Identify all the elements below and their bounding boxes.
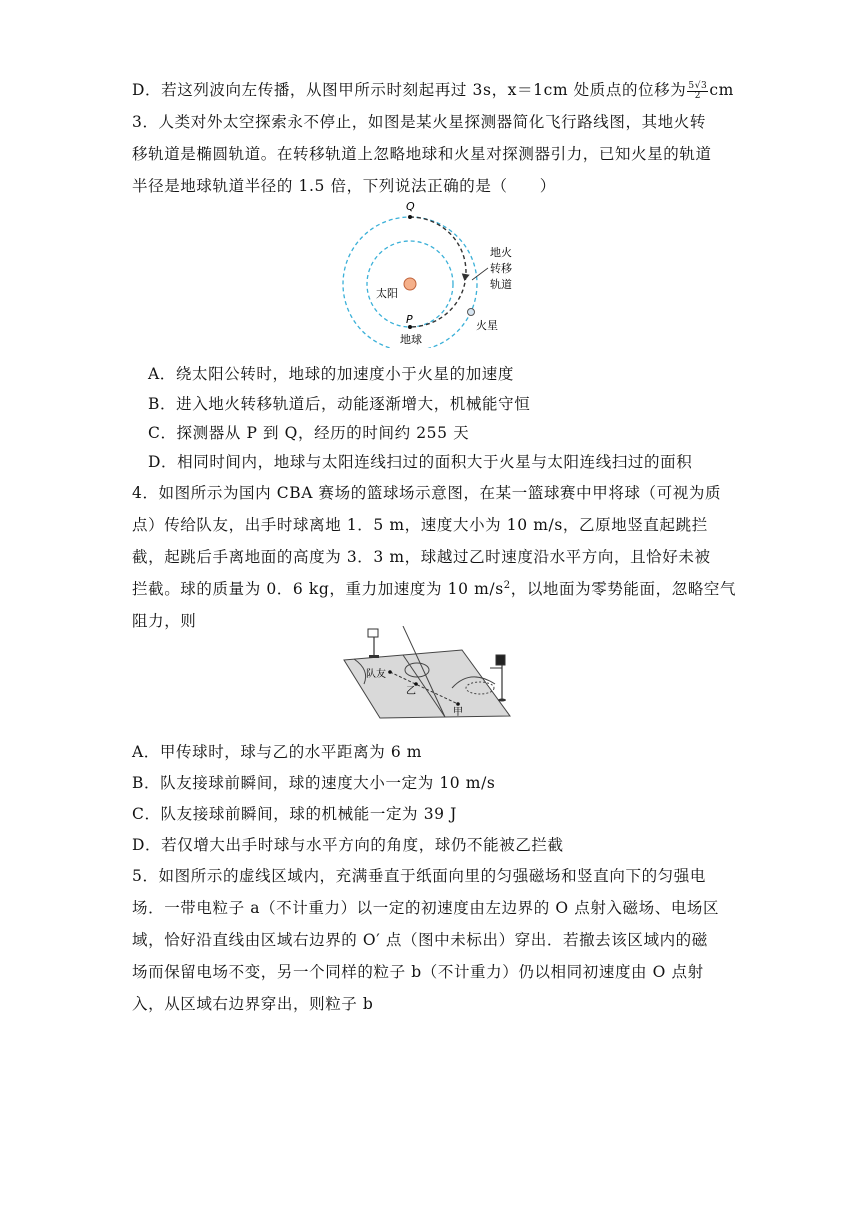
- point-q: [408, 215, 412, 219]
- label-teammate: 队友: [366, 669, 386, 680]
- q4-option-a: A．甲传球时，球与乙的水平距离为 6 m: [132, 743, 423, 761]
- q3-option-d: D．相同时间内，地球与太阳连线扫过的面积大于火星与太阳连线扫过的面积: [148, 453, 693, 471]
- q4-stem-line-4-a: 拦截。球的质量为 0．6 kg，重力加速度为 10 m/s: [132, 580, 504, 598]
- q4-stem-line-1: 4．如图所示为国内 CBA 赛场的篮球场示意图，在某一篮球赛中甲将球（可视为质: [132, 484, 722, 502]
- orbit-diagram: [340, 196, 530, 348]
- q5-stem-line-2: 场．一带电粒子 a（不计重力）以一定的初速度由左边界的 O 点射入磁场、电场区: [132, 899, 720, 917]
- q3-stem-line-2: 移轨道是椭圆轨道。在转移轨道上忽略地球和火星对探测器引力，已知火星的轨道: [132, 145, 712, 163]
- q2-option-d: [132, 80, 734, 101]
- label-orbit-1: 地火: [490, 246, 512, 259]
- label-p: P: [406, 313, 413, 326]
- q5-stem-line-1: 5．如图所示的虚线区域内，充满垂直于纸面向里的匀强磁场和竖直向下的匀强电: [132, 867, 706, 885]
- mars-icon: [468, 309, 475, 316]
- q4-stem-line-2: 点）传给队友，出手时球离地 1．5 m，速度大小为 10 m/s，乙原地竖直起跳拦: [132, 516, 708, 534]
- q2-option-d-text: D．若这列波向左传播，从图甲所示时刻起再过 3s，x＝1cm 处质点的位移为: [132, 81, 687, 99]
- label-orbit-3: 轨道: [490, 278, 512, 291]
- q3-option-a: A．绕太阳公转时，地球的加速度小于火星的加速度: [148, 365, 514, 383]
- q3-stem-line-1: 3．人类对外太空探索永不停止，如图是某火星探测器简化飞行路线图，其地火转: [132, 113, 706, 131]
- label-q: Q: [406, 200, 415, 213]
- q4-stem-line-3: 截，起跳后手离地面的高度为 3．3 m，球越过乙时速度沿水平方向，且恰好未被: [132, 548, 711, 566]
- q4-option-d: D．若仅增大出手时球与水平方向的角度，球仍不能被乙拦截: [132, 836, 564, 854]
- court-floor: [344, 650, 510, 718]
- label-earth: 地球: [400, 333, 422, 346]
- transfer-orbit: [410, 217, 466, 327]
- left-backboard-icon: [368, 629, 378, 637]
- label-yi: 乙: [406, 686, 416, 697]
- orbit-label-leader: [472, 268, 488, 280]
- right-hoop-base: [498, 699, 506, 702]
- q4-superscript: 2: [503, 579, 511, 591]
- fraction-numerator: 5√3: [688, 80, 708, 91]
- q5-stem-line-3: 域，恰好沿直线由区域右边界的 O′ 点（图中未标出）穿出．若撤去该区域内的磁: [132, 931, 708, 949]
- label-jia: 甲: [453, 707, 463, 718]
- sun-icon: [404, 278, 416, 290]
- fraction-denominator: 2: [694, 90, 702, 101]
- q3-option-b: B．进入地火转移轨道后，动能逐渐增大，机械能守恒: [148, 395, 531, 413]
- label-mars: 火星: [476, 319, 498, 332]
- jia-point: [456, 702, 460, 706]
- q2-option-d-fraction: [687, 82, 708, 101]
- transfer-arrow-icon: [461, 273, 470, 281]
- left-hoop-base: [369, 655, 379, 658]
- label-sun: 太阳: [376, 287, 398, 300]
- q5-stem-line-4: 场而保留电场不变，另一个同样的粒子 b（不计重力）仍以相同初速度由 O 点射: [132, 963, 704, 981]
- q4-stem-line-4: [132, 579, 736, 599]
- q2-option-d-unit: cm: [709, 81, 734, 99]
- teammate-point: [388, 670, 392, 674]
- q4-stem-line-4-b: ，以地面为零势能面，忽略空气: [510, 580, 737, 598]
- q4-option-b: B．队友接球前瞬间，球的速度大小一定为 10 m/s: [132, 774, 496, 792]
- basketball-court-diagram: [340, 626, 520, 720]
- q3-option-c: C．探测器从 P 到 Q，经历的时间约 255 天: [148, 424, 470, 442]
- q4-option-c: C．队友接球前瞬间，球的机械能一定为 39 J: [132, 805, 457, 823]
- label-orbit-2: 转移: [490, 262, 512, 275]
- right-backboard-icon: [496, 655, 505, 665]
- q4-stem-line-5: 阻力，则: [132, 612, 197, 630]
- q5-stem-line-5: 入，从区域右边界穿出，则粒子 b: [132, 995, 374, 1013]
- q3-stem-line-3: 半径是地球轨道半径的 1.5 倍，下列说法正确的是（ ）: [132, 177, 556, 195]
